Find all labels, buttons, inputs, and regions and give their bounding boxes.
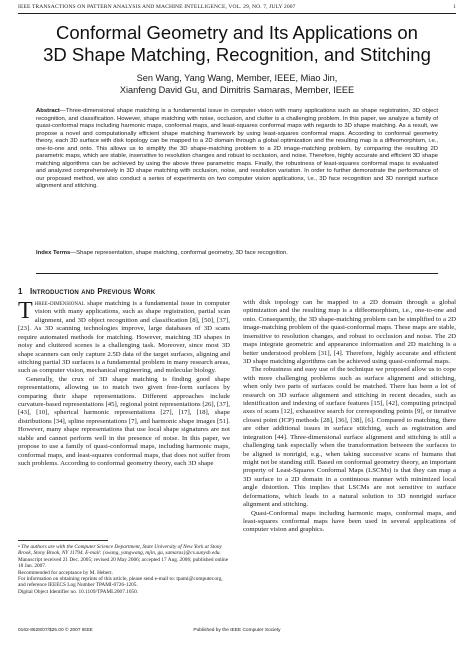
copyright-line: 0162-8828/07/$25.00 © 2007 IEEE — [18, 628, 93, 633]
section-title: Introduction and Previous Work — [29, 287, 156, 296]
authors-line-2: Xianfeng David Gu, and Dimitris Samaras, Member, IEEE — [119, 85, 355, 95]
page-number: 1 — [453, 4, 456, 10]
recommended-by: Recommended for acceptance by M. Hebert. — [18, 569, 113, 576]
paper-title — [18, 22, 456, 66]
author-list — [18, 72, 456, 96]
intro-paragraph-2: Generally, the crux of 3D shape matching is finding good shape representations, allowing us to match two given free-form surfaces by comparing their shape representations. Different approaches include curvature-based representations [45], regional point representations [26], [37], [43], [10], spherical harmonic representations [27], [17], [18], shape distributions [34], spline representations [7], and harmonic shape images [51]. However, many shape representations that use local shape signatures are not stable and cannot perform well in the presence of noise. In this paper, we propose to use a family of quasi-conformal maps, including harmonic maps, conformal maps, and least-squares conformal maps, that does not suffer from such problems. According to conformal geometry theory, each 3D shape — [18, 375, 230, 468]
right-paragraph-2: The robustness and easy use of the technique we proposed allow us to cope with more challenging problems such as surface alignment and stitching, when only two parts of surfaces could be matched. There has been a lot of research on 3D surface alignment and stitching in recent decades, such as identification and indexing of surface features [15], [42], computing principal axes of scans [12], exhaustive search for corresponding points [9], or iterative closest point (ICP) methods [28], [36], [38], [6]. Compared to matching, there are other additional issues in surface stitching, such as registration and integration [44]. Three-dimensional surface alignment and stitching is still a challenging task especially when the transformation between the surfaces to be aligned is nonrigid, e.g., when taking successive scans of humans that might not be standing still. Based on conformal geometry theory, an important property of Least-Squares Conformal Maps (LSCMs) is that they can map a 3D surface to a 2D domain in a continuous manner with minimized local angle distortion. This implies that LSCMs are not sensitive to surface deformations, which leads to a natural solution to 3D nonrigid surface alignment and stitching. — [243, 366, 456, 509]
abstract — [36, 108, 438, 191]
left-column — [18, 300, 230, 468]
header-rule — [18, 13, 456, 14]
abstract-rule — [36, 273, 438, 274]
index-terms-text: —Shape representation, shape matching, conformal geometry, 3D face recognition. — [70, 250, 288, 256]
right-paragraph-1: with disk topology can be mapped to a 2D domain through a global optimization and the resulting map is a diffeomorphism, i.e., one-to-one and onto. Consequently, the 3D shape-matching problem can be simplified to a 2D image-matching problem of the quasi-conformal maps. These maps are stable, insensitive to resolution changes, and robust to occlusion and noise. The 2D maps integrate geometric and appearance information and 2D matching is a better understood problem [31], [4]. Therefore, highly accurate and efficient 3D shape matching algorithms can be achieved using quasi-conformal maps. — [243, 299, 456, 365]
intro-paragraph-1-text: shape matching is a fundamental issue in computer vision with many applications, such as shape registration, partial scan alignment, and 3D object recognition and classification [8], [50], [37], [23]. As 3D scanning technologies improve, large databases of 3D scans require automated methods for matching. However, matching 3D shapes in noisy and cluttered scenes is a challenging task. Moreover, since most 3D shape scanners can only capture 2.5D data of the target surfaces, aligning and stitching partial 3D surfaces is a fundamental problem in many research areas, such as computer vision, mechanical engineering, and molecular biology. — [18, 300, 230, 375]
publisher-line: Published by the IEEE Computer Society — [193, 628, 281, 633]
title-line-2: 3D Shape Matching, Recognition, and Stitching — [43, 44, 431, 65]
journal-header: IEEE TRANSACTIONS ON PATTERN ANALYSIS AND MACHINE INTELLIGENCE, VOL. 29, NO. 7, JULY 2007 — [18, 4, 296, 10]
right-column — [243, 299, 456, 535]
section-number: 1 — [18, 287, 23, 296]
index-terms — [36, 250, 438, 258]
abstract-text: —Three-dimensional shape matching is a fundamental issue in computer vision with many applications such as shape registration, 3D object recognition, and classification. However, shape matching with noise, occlusion, and clutter is a challenging problem. In this paper, we analyze a family of quasi-conformal maps including harmonic maps, conformal maps, and least-squares conformal maps with regards to 3D shape matching. As a result, we propose a novel and computationally efficient shape matching framework by using least-squares conformal maps. According to conformal geometry theory, each 3D surface with disk topology can be mapped to a 2D domain through a global optimization and the resulting map is a diffeomorphism, i.e., one-to-one and onto. This allows us to simplify the 3D shape-matching problem to a 2D image-matching problem, by comparing the resulting 2D parametric maps, which are stable, insensitive to resolution changes and robust to occlusion, and noise. Therefore, highly accurate and efficient 3D shape matching algorithms can be achieved by using the above three parametric maps. Finally, the robustness of least-squares conformal maps is evaluated and analyzed comprehensively in 3D shape matching with occlusion, noise, and resolution variation. In order to further demonstrate the performance of our proposed method, we also conduct a series of experiments on two computer vision applications, i.e., 3D face recognition and 3D nonrigid surface alignment and stitching. — [36, 108, 438, 190]
manuscript-dates: Manuscript received 21 Dec. 2005; revised 20 May 2006; accepted 17 Aug. 2006; published online 18 Jan. 2007. — [18, 556, 229, 570]
title-line-1: Conformal Geometry and Its Applications on — [56, 22, 418, 43]
right-paragraph-3: Quasi-Conformal maps including harmonic maps, conformal maps, and least-squares conformal maps have been used in several applications of computer vision and graphics. — [243, 509, 456, 534]
footnote-rule — [18, 540, 108, 541]
index-terms-label: Index Terms — [36, 250, 71, 256]
affiliation-footnote: • The authors are with the Computer Science Department, State University of New York at Stony Brook, Stony Brook, NY 11794. E-mail: {swang, yangwang, mjin, gu, samaras}@cs.sunysb.edu. — [18, 544, 222, 557]
intro-paragraph-1 — [18, 300, 230, 376]
abstract-label: Abstract — [36, 108, 60, 114]
footnotes — [18, 544, 230, 595]
doi-footnote: Digital Object Identifier no. 10.1109/TPAMI.2007.1050. — [18, 588, 139, 595]
section-heading — [18, 287, 155, 296]
reprints-info: For information on obtaining reprints of this article, please send e-mail to: tpami@computer.org, and reference IEEECS Log Number TPAMI-0726-1205. — [18, 576, 223, 589]
intro-lead-word: hree-dimensional — [34, 300, 85, 307]
drop-cap: T — [18, 298, 33, 324]
authors-line-1: Sen Wang, Yang Wang, Member, IEEE, Miao Jin, — [136, 73, 338, 83]
running-header — [18, 4, 456, 10]
